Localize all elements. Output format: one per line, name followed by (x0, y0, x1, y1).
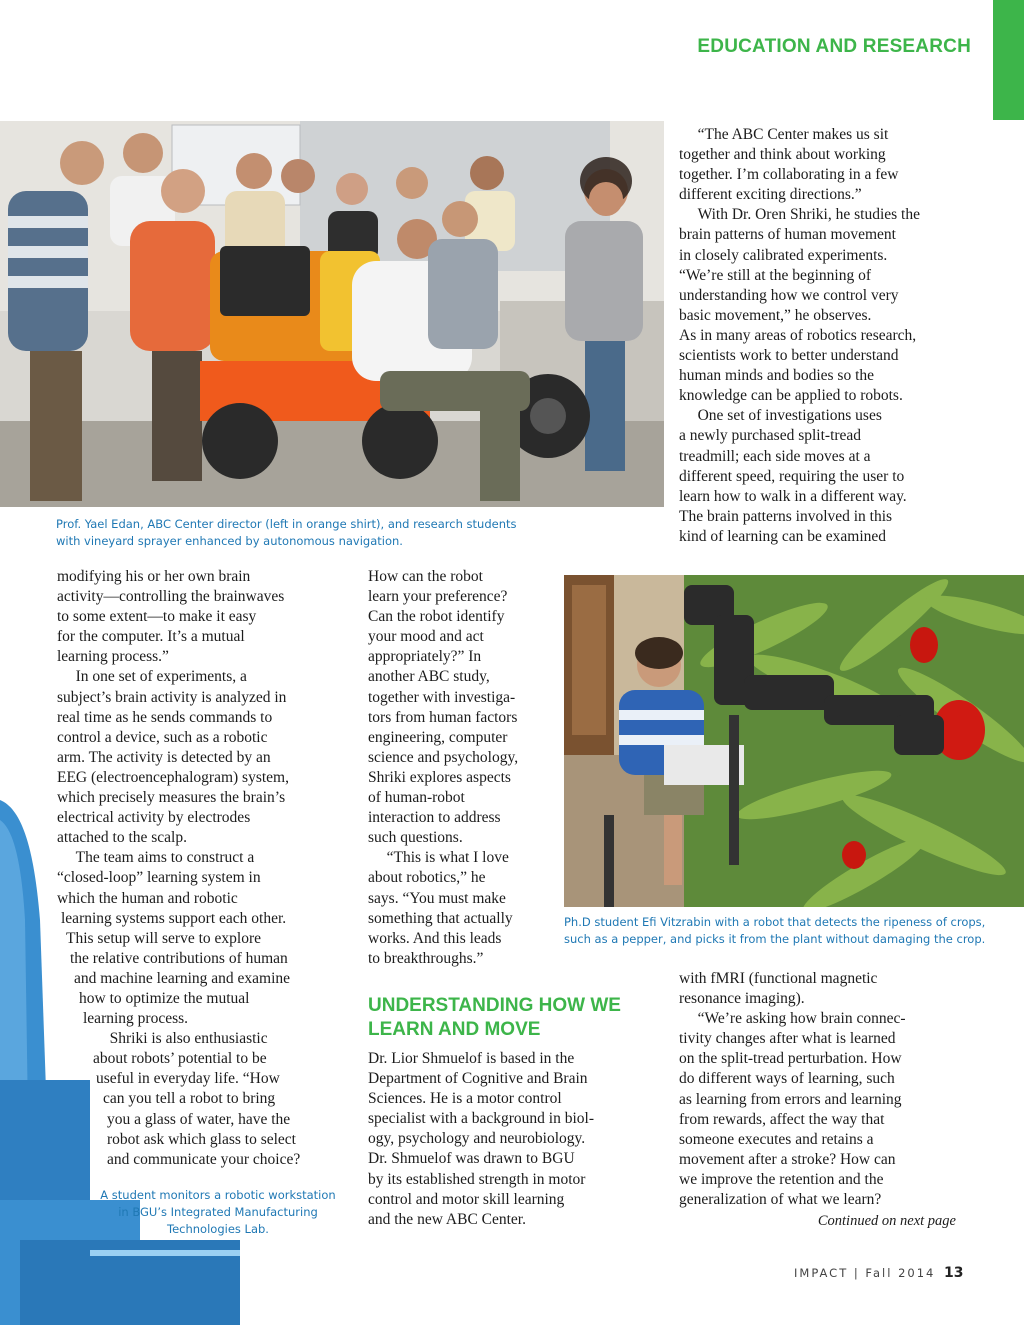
text-line: understanding how we control very (679, 286, 899, 304)
caption-line: Prof. Yael Edan, ABC Center director (left in orange shirt), and research students (56, 517, 517, 531)
text-line: This setup will serve to explore (66, 929, 261, 947)
text-line: Sciences. He is a motor control (368, 1090, 562, 1108)
text-line: ogy, psychology and neurobiology. (368, 1130, 586, 1148)
caption-line: A student monitors a robotic workstation (100, 1188, 336, 1202)
text-line: works. And this leads (368, 929, 502, 947)
section-label: EDUCATION AND RESEARCH (697, 36, 971, 57)
text-line: to some extent—to make it easy (57, 608, 257, 626)
text-line: another ABC study, (368, 668, 490, 686)
text-line: Shriki explores aspects (368, 768, 511, 786)
text-line: for the computer. It’s a mutual (57, 628, 245, 646)
text-line: and the new ABC Center. (368, 1210, 526, 1228)
text-line: One set of investigations uses (679, 407, 882, 425)
publication-footer: IMPACT | Fall 2014 (794, 1266, 936, 1280)
text-line: on the split-tread perturbation. How (679, 1050, 902, 1068)
article-column-middle-continued (368, 1049, 648, 1230)
text-line: robot ask which glass to select (107, 1130, 296, 1148)
text-line: of human-robot (368, 789, 465, 807)
text-line: How can the robot (368, 568, 483, 585)
text-line: the relative contributions of human (70, 949, 288, 967)
subhead-line: LEARN AND MOVE (368, 1019, 541, 1040)
text-line: attached to the scalp. (57, 829, 187, 847)
text-line: together and think about working (679, 146, 886, 164)
text-line: learning systems support each other. (61, 909, 287, 927)
team-photo (0, 121, 664, 507)
text-line: a newly purchased split-tread (679, 427, 862, 445)
text-line: The brain patterns involved in this (679, 507, 893, 525)
text-line: someone executes and retains a (679, 1130, 874, 1148)
text-line: Dr. Lior Shmuelof is based in the (368, 1050, 575, 1067)
text-line: science and psychology, (368, 748, 519, 766)
text-line: scientists work to better understand (679, 347, 899, 365)
text-line: together. I’m collaborating in a few (679, 166, 899, 184)
text-line: from rewards, affect the way that (679, 1110, 885, 1128)
text-line: arm. The activity is detected by an (57, 748, 271, 766)
text-line: and machine learning and examine (74, 969, 291, 987)
text-line: engineering, computer (368, 728, 508, 746)
text-line: The team aims to construct a (57, 849, 255, 867)
workstation-caption (92, 1187, 344, 1238)
pepper-robot-caption (564, 914, 1019, 948)
pepper-robot-photo (564, 575, 1024, 907)
text-line: together with investiga- (368, 688, 516, 706)
text-line: can you tell a robot to bring (103, 1090, 276, 1108)
caption-line: such as a pepper, and picks it from the plant without damaging the crop. (564, 932, 986, 946)
text-line: control and motor skill learning (368, 1190, 565, 1208)
article-column-middle (368, 567, 553, 969)
text-line: tivity changes after what is learned (679, 1030, 896, 1048)
section-color-tab (993, 0, 1024, 120)
text-line: learn your preference? (368, 588, 508, 606)
text-line: in closely calibrated experiments. (679, 246, 888, 264)
text-line: something that actually (368, 909, 513, 927)
text-line: activity—controlling the brainwaves (57, 588, 285, 606)
text-line: “We’re asking how brain connec- (679, 1010, 906, 1028)
text-line: do different ways of learning, such (679, 1070, 895, 1088)
text-line: real time as he sends commands to (57, 708, 273, 726)
caption-line: Technologies Lab. (167, 1222, 269, 1236)
text-line: specialist with a background in biol- (368, 1110, 594, 1128)
text-line: appropriately?” In (368, 648, 482, 666)
text-line: control a device, such as a robotic (57, 728, 268, 746)
text-line: such questions. (368, 829, 463, 847)
text-line: resonance imaging). (679, 990, 805, 1008)
text-line: generalization of what we learn? (679, 1191, 882, 1209)
text-line: as learning from errors and learning (679, 1090, 902, 1108)
text-line: In one set of experiments, a (57, 668, 247, 686)
text-line: “This is what I love (368, 849, 509, 867)
text-line: about robots’ potential to be (93, 1050, 267, 1068)
text-line: movement after a stroke? How can (679, 1150, 896, 1168)
page-number: 13 (944, 1265, 964, 1281)
text-line: how to optimize the mutual (79, 989, 250, 1007)
text-line: you a glass of water, have the (107, 1110, 291, 1128)
text-line: which precisely measures the brain’s (57, 789, 286, 807)
text-line: learning process. (83, 1010, 189, 1028)
text-line: modifying his or her own brain (57, 568, 251, 585)
text-line: subject’s brain activity is analyzed in (57, 688, 287, 706)
caption-line: with vineyard sprayer enhanced by autonomous navigation. (56, 534, 403, 548)
article-column-left (57, 567, 342, 1170)
text-line: human minds and bodies so the (679, 367, 875, 385)
text-line: “closed-loop” learning system in (57, 869, 261, 887)
article-column-right-top (679, 125, 969, 547)
text-line: Department of Cognitive and Brain (368, 1070, 588, 1088)
text-line: EEG (electroencephalogram) system, (57, 768, 289, 786)
text-line: “The ABC Center makes us sit (679, 126, 889, 143)
subhead-line: UNDERSTANDING HOW WE (368, 995, 621, 1016)
text-line: basic movement,” he observes. (679, 306, 872, 324)
text-line: with fMRI (functional magnetic (679, 970, 878, 987)
text-line: and communicate your choice? (107, 1150, 301, 1168)
text-line: by its established strength in motor (368, 1170, 586, 1188)
text-line: Shriki is also enthusiastic (91, 1030, 268, 1048)
text-line: interaction to address (368, 809, 501, 827)
text-line: “We’re still at the beginning of (679, 266, 872, 284)
section-subhead (368, 994, 628, 1042)
continued-note: Continued on next page (817, 1213, 956, 1229)
text-line: different exciting directions.” (679, 186, 862, 204)
text-line: learn how to walk in a different way. (679, 487, 907, 505)
pepper-robot-illustration (564, 575, 1024, 907)
text-line: to breakthroughs.” (368, 949, 484, 967)
article-column-right-bottom (679, 969, 969, 1210)
text-line: Can the robot identify (368, 608, 505, 626)
text-line: different speed, requiring the user to (679, 467, 905, 485)
text-line: about robotics,” he (368, 869, 486, 887)
text-line: useful in everyday life. “How (96, 1070, 280, 1088)
text-line: learning process.” (57, 648, 169, 666)
text-line: treadmill; each side moves at a (679, 447, 871, 465)
text-line: your mood and act (368, 628, 484, 646)
team-photo-caption (56, 516, 656, 550)
text-line: we improve the retention and the (679, 1170, 884, 1188)
text-line: kind of learning can be examined (679, 527, 887, 545)
caption-line: Ph.D student Efi Vitzrabin with a robot that detects the ripeness of crops, (564, 915, 986, 929)
text-line: knowledge can be applied to robots. (679, 387, 903, 405)
team-photo-illustration (0, 121, 664, 507)
text-line: says. “You must make (368, 889, 506, 907)
text-line: Dr. Shmuelof was drawn to BGU (368, 1150, 575, 1168)
text-line: With Dr. Oren Shriki, he studies the (679, 206, 920, 224)
caption-line: in BGU’s Integrated Manufacturing (118, 1205, 318, 1219)
text-line: brain patterns of human movement (679, 226, 896, 244)
text-line: electrical activity by electrodes (57, 809, 251, 827)
text-line: tors from human factors (368, 708, 518, 726)
text-line: which the human and robotic (57, 889, 238, 907)
text-line: As in many areas of robotics research, (679, 326, 917, 344)
